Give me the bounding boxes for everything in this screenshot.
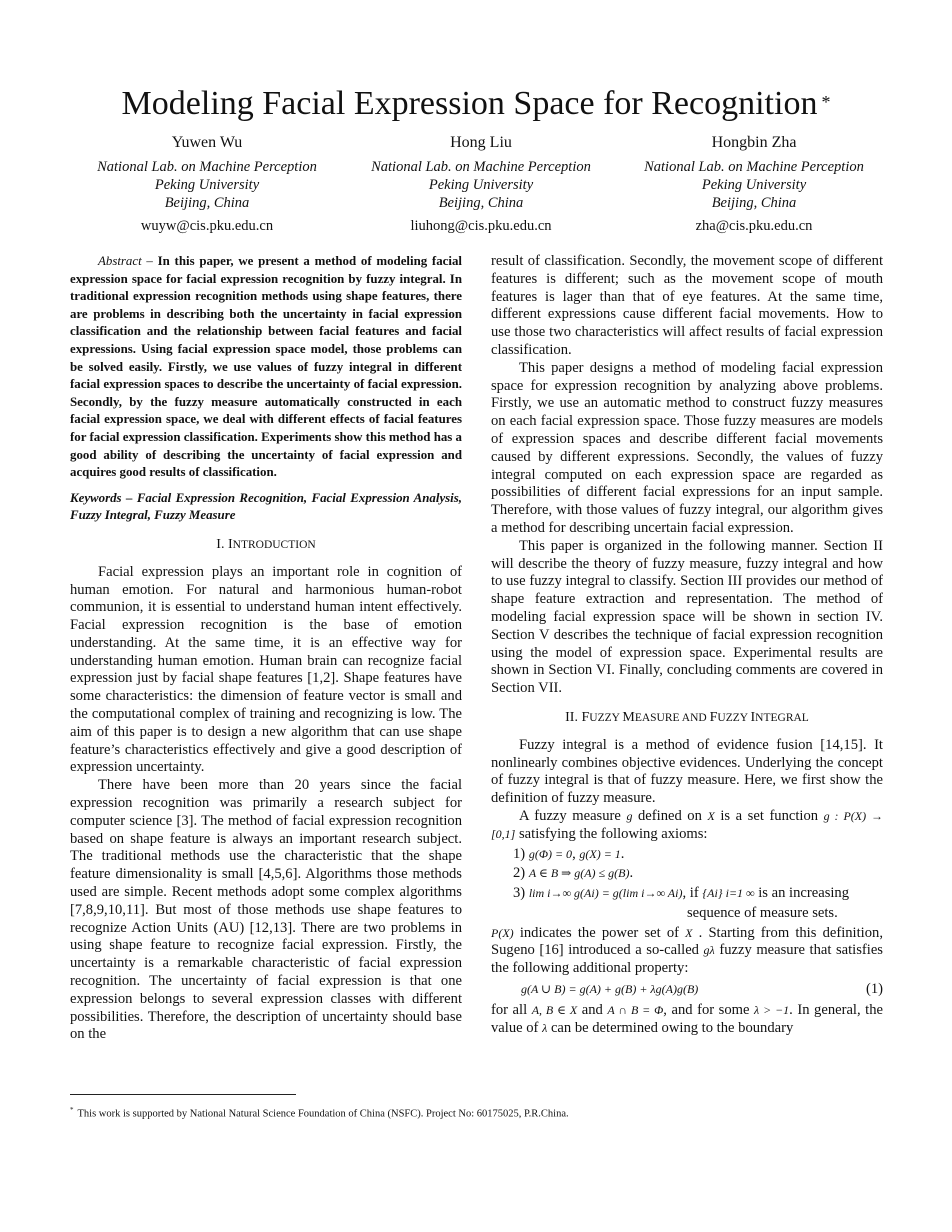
author-affiliation-university: Peking University — [701, 177, 807, 193]
fuzzy-measure-definition: A fuzzy measure g defined on X is a set function g : P(X) → [0,1] satisfying the following axioms: — [491, 807, 884, 842]
title-footnote-mark: * — [821, 92, 831, 112]
footnote-divider — [70, 1094, 296, 1095]
section-heading-fuzzy: II. FUZZY MEASURE AND FUZZY INTEGRAL — [565, 709, 809, 725]
title-text: Modeling Facial Expression Space for Recognition — [121, 85, 818, 122]
author-block-3 — [614, 134, 894, 235]
right-paragraph-3: This paper is organized in the following manner. Section II will describe the theory of fuzzy measure, fuzzy integral and how to use fuzzy integral to classify. Section III provides our method of shape feature extraction and representation. The method of modeling facial expression space will be shown in section IV. Section V describes the technique of facial expression recognition using the model of expression space. Experimental results are shown in Section VI. Finally, concluding comments are covered in Section VII. — [491, 537, 883, 697]
author-email: liuhong@cis.pku.edu.cn — [410, 218, 552, 234]
abstract — [70, 253, 462, 482]
right-paragraph-1: result of classification. Secondly, the movement scope of different features is different; such as the movement scope of mouth features is lager than that of eye features. At the same time, different expressions cause different facial movements. How to use those two characteristics will affect results of facial expression classification. — [491, 253, 883, 358]
paper-title — [0, 84, 952, 124]
fuzzy-paragraph-1: Fuzzy integral is a method of evidence fusion [14,15]. It nonlinearly combines objective evidences. Underlying the concept of fuzzy integral is that of fuzzy measure. Here, we first show the definition of fuzzy measure. — [491, 736, 883, 807]
right-column — [491, 253, 883, 1037]
author-affiliation-university: Peking University — [428, 177, 534, 193]
keywords-text: Facial Expression Recognition, Facial Expression Analysis, Fuzzy Integral, Fuzzy Measure — [70, 490, 462, 523]
axiom-3: 3) lim i→∞ g(Ai) = g(lim i→∞ Ai), if {Ai} i=1 ∞ is an increasing — [513, 885, 850, 902]
author-affiliation-university: Peking University — [154, 177, 260, 193]
footnote — [70, 1103, 910, 1122]
abstract-lead: Abstract – — [98, 254, 153, 268]
intro-paragraph-2: There have been more than 20 years since the facial expression recognition was primarily a research subject for computer science [3]. The method of facial expression recognition based on shape feature is always an important research subject. The traditional methods use the characteristic that the shape feature dimensionality is small [4,5,6]. Algorithms those methods used are simple. Recent methods adopt some complex algorithms [7,8,9,10,11]. But most of those methods use shape features to recognize Action Units (AU) [12,13]. There are two problems in using shape feature to recognize facial expression. Firstly, the uncertainty is a remarkable characteristic of facial expression recognition. The uncertainty of facial expression is that one expression belongs to several expression classes with different possibilities. Therefore, the description of uncertainty should base on the — [70, 777, 462, 1043]
footnote-text: This work is supported by National Natural Science Foundation of China (NSFC). Project No: 60175025, P.R.China. — [77, 1108, 569, 1120]
equation-1 — [491, 981, 883, 999]
fuzzy-paragraph-2: P(X) indicates the power set of X . Starting from this definition, Sugeno [16] introduced a so-called gλ fuzzy measure that satisfies the following additional property: — [491, 924, 883, 977]
equation-number: (1) — [865, 981, 883, 998]
author-name: Hongbin Zha — [711, 134, 797, 151]
author-affiliation-city: Beijing, China — [711, 195, 797, 211]
axiom-3-continuation: sequence of measure sets. — [687, 904, 838, 921]
abstract-text: In this paper, we present a method of modeling facial expression space for facial expression recognition by fuzzy integral. In traditional expression recognition methods using shape features, there are problems in describing both the uncertainty in facial expression classification and the relationship between facial features and facial expressions. Using facial expression space model, those problems can be solved easily. Firstly, we use values of fuzzy integral in different facial expression spaces to describe the uncertainty of facial expression. Secondly, by the fuzzy measure automatically constructed in each facial expression space, we deal with different effects of facial features for facial expression classification. Experiments show this method has a good ability of describing the uncertainty of facial expression and acquires good results of classification. — [70, 254, 463, 480]
author-affiliation-city: Beijing, China — [438, 195, 524, 211]
axiom-2: 2) A ∈ B ⇒ g(A) ≤ g(B). — [513, 865, 634, 882]
keywords — [70, 490, 462, 525]
right-paragraph-2: This paper designs a method of modeling facial expression space for expression recognition by analyzing above problems. Firstly, we use an automatic method to construct fuzzy measures on each facial expression space. Those fuzzy measures are models of expression spaces and describe different facial movements caused by different expressions. Secondly, the values of fuzzy integral computed on each expression space are regarded as possibilities of different facial expressions for an input sample. Therefore, with those values of fuzzy integral, our algorithm gives a method for describing uncertain facial expression. — [491, 359, 883, 536]
axiom-1: 1) g(Φ) = 0, g(X) = 1. — [513, 845, 625, 862]
author-email: zha@cis.pku.edu.cn — [695, 218, 813, 234]
author-affiliation-city: Beijing, China — [164, 195, 250, 211]
section-heading-introduction: I. INTRODUCTION — [216, 536, 316, 552]
equation-expression: g(A ∪ B) = g(A) + g(B) + λg(A)g(B) — [521, 982, 699, 997]
keywords-lead: Keywords – — [70, 490, 133, 505]
fuzzy-paragraph-3: for all A, B ∈ X and A ∩ B = Φ, and for some λ > −1. In general, the value of λ can be determined owing to the boundary — [491, 1001, 884, 1036]
author-email: wuyw@cis.pku.edu.cn — [140, 218, 274, 234]
author-block-1 — [67, 134, 347, 235]
intro-paragraph-1: Facial expression plays an important role in cognition of human emotion. For natural and harmonious human-robot communion, it is essential to understand human intent effectively. Facial expression recognition is the base of emotion understanding. At the same time, it is an effective way for understanding human emotion. Human brain can recognize facial expression just by facial shape features [1,2]. Shape features have some characteristics: the dimension of feature vector is small and the computational complex of training and recognizing is low. The aim of this paper is to design a new algorithm that can use shape feature’s characteristics effectively and give a good description of expression uncertainty. — [70, 563, 462, 776]
author-name: Yuwen Wu — [171, 134, 243, 151]
author-block-2 — [341, 134, 621, 235]
author-affiliation-lab: National Lab. on Machine Perception — [371, 159, 591, 175]
footnote-mark: * — [70, 1106, 74, 1114]
left-column — [70, 253, 462, 1044]
author-affiliation-lab: National Lab. on Machine Perception — [644, 159, 864, 175]
author-affiliation-lab: National Lab. on Machine Perception — [97, 159, 317, 175]
author-name: Hong Liu — [450, 134, 512, 151]
